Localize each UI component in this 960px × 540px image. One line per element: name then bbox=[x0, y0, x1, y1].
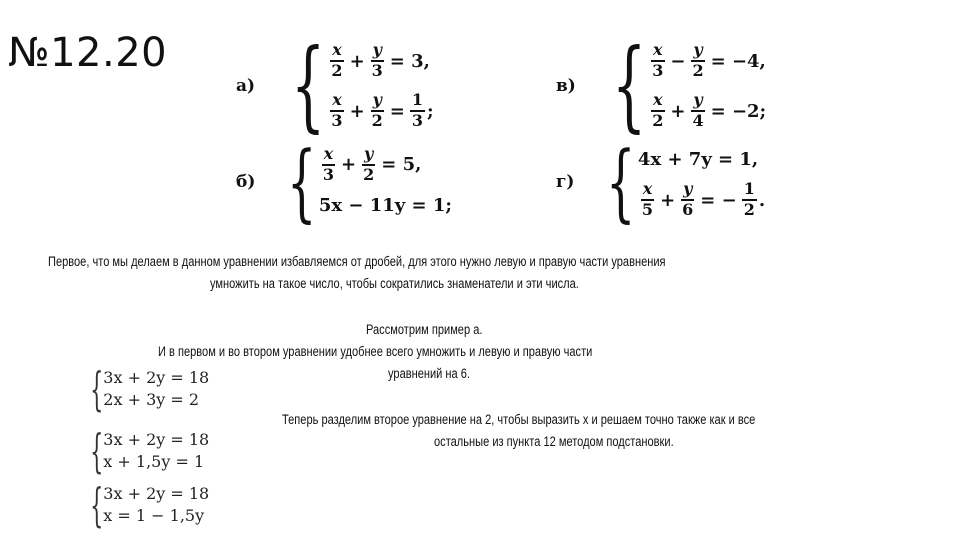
solution-system bbox=[74, 424, 210, 478]
solution-system bbox=[74, 362, 210, 416]
page-title: №12.20 bbox=[8, 30, 168, 76]
problem-v bbox=[556, 29, 767, 143]
paragraph-line: Рассмотрим пример а. bbox=[366, 322, 483, 337]
solution-line: 2x + 3y = 2 bbox=[103, 390, 200, 409]
solution-line: 3x + 2y = 18 bbox=[103, 430, 210, 449]
paragraph-line: умножить на такое число, чтобы сократились знаменатели и эти числа. bbox=[210, 276, 579, 291]
left-brace-icon: { bbox=[611, 29, 647, 143]
problem-label: а) bbox=[236, 76, 256, 96]
paragraph-line: уравнений на 6. bbox=[388, 366, 471, 381]
left-brace-icon: { bbox=[90, 424, 104, 478]
problem-g bbox=[556, 133, 766, 231]
paragraph-line: Первое, что мы делаем в данном уравнении избавляемся от дробей, для этого нужно левую и правую части уравнения bbox=[48, 254, 666, 269]
left-brace-icon: { bbox=[287, 133, 317, 231]
paragraph-line: Теперь разделим второе уравнение на 2, чтобы выразить х и решаем точно также как и все bbox=[282, 412, 756, 427]
paragraph-line: остальные из пункта 12 методом подстановки. bbox=[434, 434, 674, 449]
problem-label: в) bbox=[556, 76, 576, 96]
solution-line: 3x + 2y = 18 bbox=[103, 368, 210, 387]
equation: $\frac{x}{3}$ + $\frac{y}{2}$ = $\frac{1}{3}$ ; bbox=[331, 90, 434, 130]
solution-line: x + 1,5y = 1 bbox=[103, 452, 205, 471]
left-brace-icon: { bbox=[90, 362, 104, 416]
paragraph-line: И в первом и во втором уравнении удобнее всего умножить и левую и правую части bbox=[158, 344, 593, 359]
left-brace-icon: { bbox=[291, 29, 326, 143]
equation: $\frac{x}{2}$ + $\frac{y}{3}$ = 3, bbox=[331, 40, 430, 80]
left-brace-icon: { bbox=[606, 133, 636, 231]
solution-system bbox=[74, 478, 210, 532]
equation: $\frac{x}{3}$ − $\frac{y}{2}$ = −4, bbox=[652, 40, 766, 80]
problem-label: г) bbox=[556, 172, 575, 192]
problem-b bbox=[236, 133, 453, 231]
problem-label: б) bbox=[236, 172, 256, 192]
equation: $\frac{x}{5}$ + $\frac{y}{6}$ = − $\frac{1}{2}$ . bbox=[641, 179, 766, 219]
equation: 4x + 7y = 1, bbox=[637, 148, 759, 170]
equation: $\frac{x}{3}$ + $\frac{y}{2}$ = 5, bbox=[322, 143, 422, 184]
left-brace-icon: { bbox=[90, 478, 104, 532]
solution-line: 3x + 2y = 18 bbox=[103, 484, 210, 503]
equation: $\frac{x}{2}$ + $\frac{y}{4}$ = −2; bbox=[652, 90, 767, 130]
solution-line: x = 1 − 1,5y bbox=[103, 506, 205, 525]
equation: 5x − 11y = 1; bbox=[318, 195, 453, 216]
problem-a bbox=[236, 29, 434, 143]
